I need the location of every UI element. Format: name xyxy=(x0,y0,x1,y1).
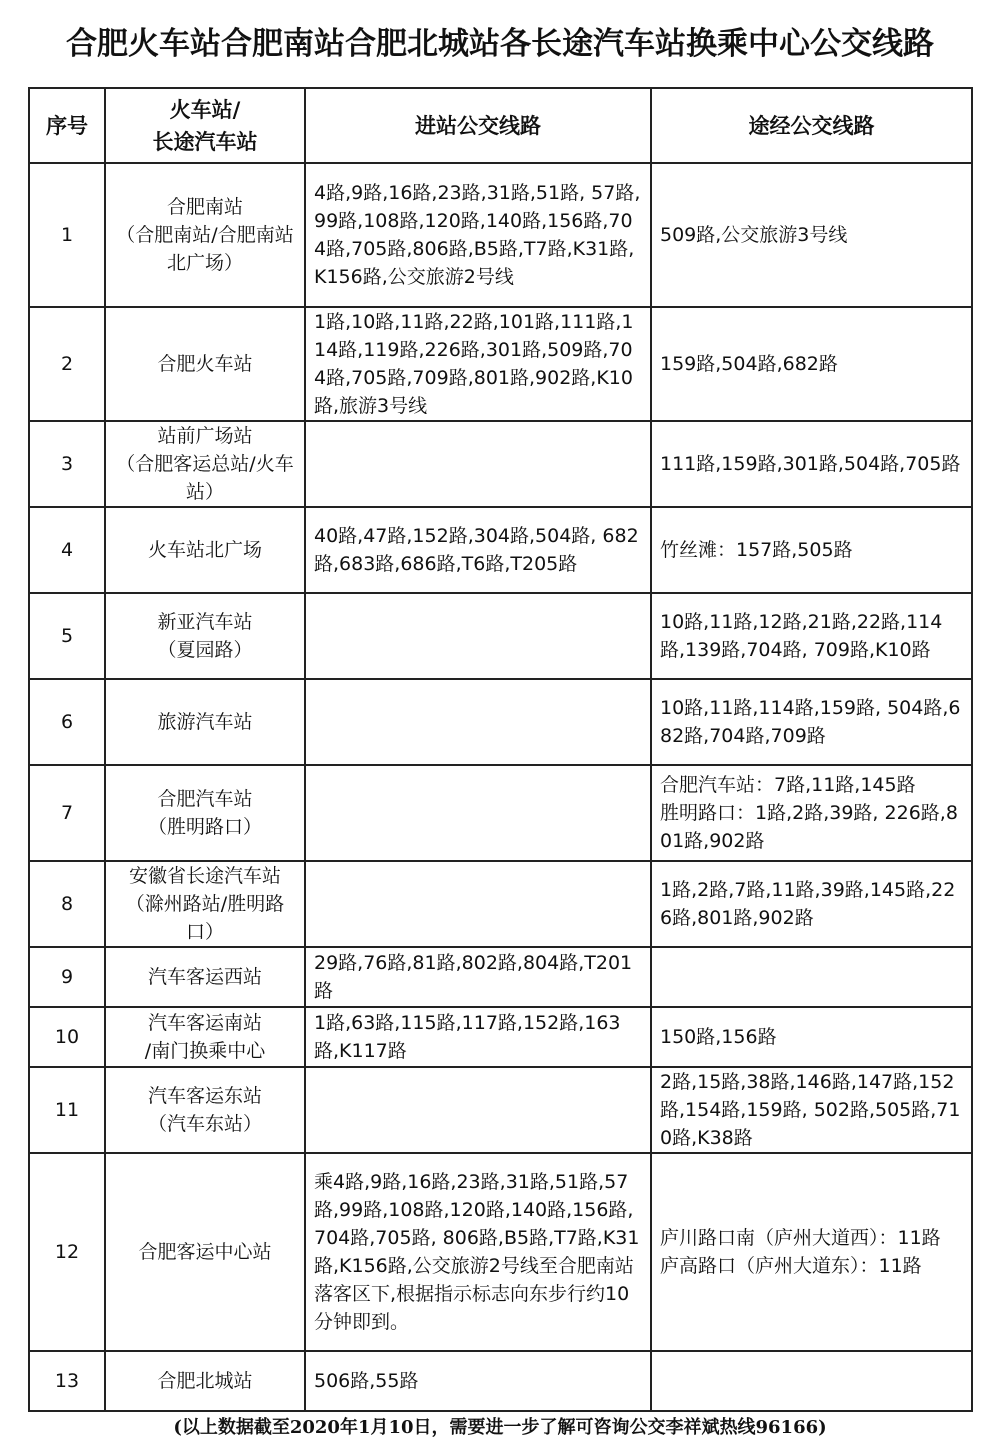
row-number: 1 xyxy=(29,163,105,307)
row-number: 10 xyxy=(29,1007,105,1067)
passing-routes: 150路,156路 xyxy=(651,1007,972,1067)
row-number: 6 xyxy=(29,679,105,765)
row-number: 5 xyxy=(29,593,105,679)
row-number: 13 xyxy=(29,1351,105,1411)
inbound-routes: 40路,47路,152路,304路,504路, 682路,683路,686路,T6路,T205路 xyxy=(305,507,651,593)
table-row xyxy=(29,1067,972,1153)
table-row xyxy=(29,163,972,307)
header-inbound: 进站公交线路 xyxy=(305,88,651,163)
station-name: 安徽省长途汽车站（滁州路站/胜明路口） xyxy=(105,861,305,947)
inbound-routes xyxy=(305,861,651,947)
header-station xyxy=(105,88,305,163)
passing-routes xyxy=(651,1351,972,1411)
table-row xyxy=(29,947,972,1007)
table-row xyxy=(29,307,972,421)
passing-routes: 竹丝滩：157路,505路 xyxy=(651,507,972,593)
row-number: 4 xyxy=(29,507,105,593)
table-header-row xyxy=(29,88,972,163)
row-number: 12 xyxy=(29,1153,105,1351)
route-table xyxy=(28,87,973,1412)
station-name: 合肥汽车站 （胜明路口） xyxy=(105,765,305,861)
passing-routes: 509路,公交旅游3号线 xyxy=(651,163,972,307)
table-row xyxy=(29,1153,972,1351)
passing-routes: 159路,504路,682路 xyxy=(651,307,972,421)
row-number: 2 xyxy=(29,307,105,421)
row-number: 11 xyxy=(29,1067,105,1153)
passing-routes xyxy=(651,947,972,1007)
inbound-routes xyxy=(305,593,651,679)
table-row xyxy=(29,861,972,947)
station-name: 新亚汽车站 （夏园路） xyxy=(105,593,305,679)
table-row xyxy=(29,679,972,765)
station-name: 汽车客运东站 （汽车东站） xyxy=(105,1067,305,1153)
footer-note: (以上数据截至2020年1月10日，需要进一步了解可咨询公交李祥斌热线96166) xyxy=(173,1417,827,1438)
station-name: 火车站北广场 xyxy=(105,507,305,593)
row-number: 8 xyxy=(29,861,105,947)
inbound-routes: 4路,9路,16路,23路,31路,51路, 57路,99路,108路,120路,140路,156路,704路,705路,806路,B5路,T7路,K31路,K156路,公交旅游2号线 xyxy=(305,163,651,307)
header-num: 序号 xyxy=(29,88,105,163)
station-name: 旅游汽车站 xyxy=(105,679,305,765)
table-row xyxy=(29,507,972,593)
inbound-routes xyxy=(305,1067,651,1153)
station-name: 站前广场站 （合肥客运总站/火车站） xyxy=(105,421,305,507)
station-name: 合肥客运中心站 xyxy=(105,1153,305,1351)
station-name: 汽车客运西站 xyxy=(105,947,305,1007)
passing-routes: 10路,11路,114路,159路, 504路,682路,704路,709路 xyxy=(651,679,972,765)
table-row xyxy=(29,1351,972,1411)
inbound-routes: 506路,55路 xyxy=(305,1351,651,1411)
passing-routes: 111路,159路,301路,504路,705路 xyxy=(651,421,972,507)
table-row xyxy=(29,1007,972,1067)
inbound-routes xyxy=(305,421,651,507)
station-name: 合肥南站 （合肥南站/合肥南站北广场） xyxy=(105,163,305,307)
page-title: 合肥火车站合肥南站合肥北城站各长途汽车站换乘中心公交线路 xyxy=(66,26,934,62)
row-number: 7 xyxy=(29,765,105,861)
passing-routes: 1路,2路,7路,11路,39路,145路,226路,801路,902路 xyxy=(651,861,972,947)
inbound-routes xyxy=(305,765,651,861)
table-row xyxy=(29,421,972,507)
header-station-line1: 火车站/ xyxy=(169,97,241,122)
passing-routes: 10路,11路,12路,21路,22路,114路,139路,704路, 709路,K10路 xyxy=(651,593,972,679)
table-row xyxy=(29,593,972,679)
inbound-routes: 1路,10路,11路,22路,101路,111路,114路,119路,226路,301路,509路,704路,705路,709路,801路,902路,K10路,旅游3号线 xyxy=(305,307,651,421)
inbound-routes: 乘4路,9路,16路,23路,31路,51路,57路,99路,108路,120路,140路,156路,704路,705路, 806路,B5路,T7路,K31路,K156路,公交旅游2号线至合肥南站落客区下,根据指示标志向东步行约10分钟即到。 xyxy=(305,1153,651,1351)
passing-routes: 庐川路口南（庐州大道西）：11路 庐高路口（庐州大道东）：11路 xyxy=(651,1153,972,1351)
table-row xyxy=(29,765,972,861)
row-number: 3 xyxy=(29,421,105,507)
passing-routes: 合肥汽车站：7路,11路,145路 胜明路口：1路,2路,39路, 226路,801路,902路 xyxy=(651,765,972,861)
station-name: 合肥火车站 xyxy=(105,307,305,421)
inbound-routes xyxy=(305,679,651,765)
inbound-routes: 29路,76路,81路,802路,804路,T201路 xyxy=(305,947,651,1007)
station-name: 合肥北城站 xyxy=(105,1351,305,1411)
passing-routes: 2路,15路,38路,146路,147路,152路,154路,159路, 502路,505路,710路,K38路 xyxy=(651,1067,972,1153)
station-name: 汽车客运南站 /南门换乘中心 xyxy=(105,1007,305,1067)
header-passing: 途经公交线路 xyxy=(651,88,972,163)
header-station-line2: 长途汽车站 xyxy=(152,129,258,154)
inbound-routes: 1路,63路,115路,117路,152路,163路,K117路 xyxy=(305,1007,651,1067)
row-number: 9 xyxy=(29,947,105,1007)
